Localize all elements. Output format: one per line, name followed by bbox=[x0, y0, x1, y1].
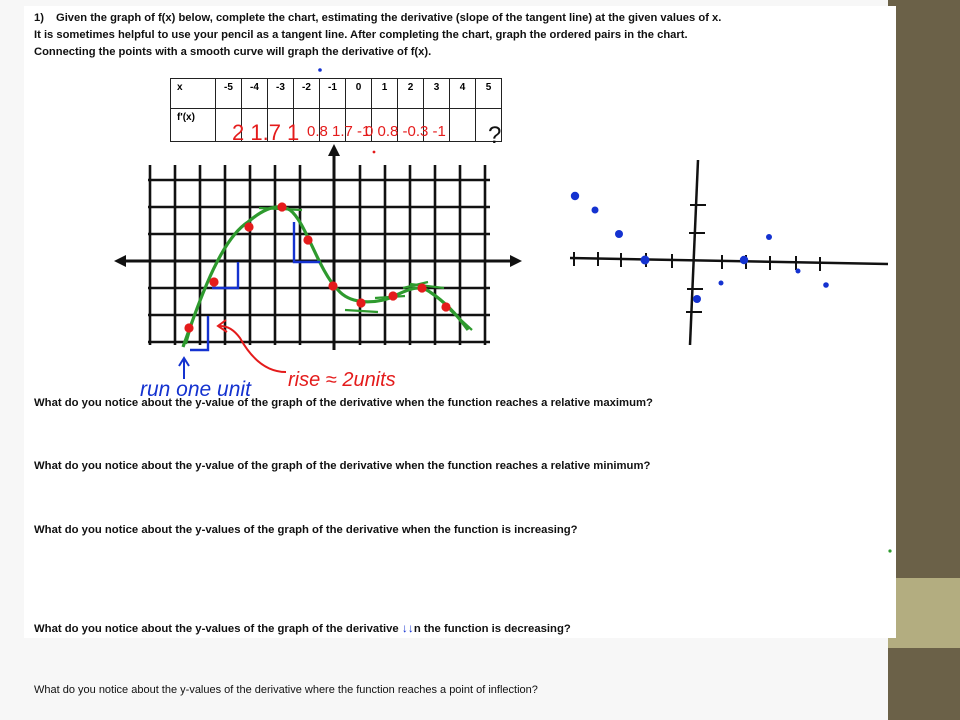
x-cell: -2 bbox=[294, 79, 320, 109]
footer-question-inflection: What do you notice about the y-values of the derivative where the function reaches a point of inflection? bbox=[34, 684, 538, 696]
x-cell: -3 bbox=[268, 79, 294, 109]
derivative-sketch bbox=[570, 160, 892, 553]
graph-axes bbox=[122, 152, 514, 350]
x-cell: 1 bbox=[372, 79, 398, 109]
question-relative-maximum: What do you notice about the y-value of the graph of the derivative when the function reaches a relative maximum? bbox=[34, 397, 653, 409]
derivative-points bbox=[571, 192, 829, 303]
handwritten-question-mark: ? bbox=[488, 122, 502, 149]
x-cell: -4 bbox=[242, 79, 268, 109]
x-cell: 5 bbox=[476, 79, 502, 109]
question-increasing: What do you notice about the y-values of the graph of the derivative when the function is increasing? bbox=[34, 524, 578, 536]
sketch-y-axis bbox=[690, 160, 698, 345]
x-axis-arrow-left bbox=[114, 255, 126, 267]
question-relative-minimum: What do you notice about the y-value of the graph of the derivative when the function reaches a relative minimum? bbox=[34, 460, 651, 472]
x-header: x bbox=[171, 79, 216, 109]
function-graph bbox=[114, 144, 522, 379]
fprime-header: f'(x) bbox=[171, 109, 216, 142]
ink-dot bbox=[373, 151, 376, 154]
x-cell: -1 bbox=[320, 79, 346, 109]
x-axis-arrow-right bbox=[510, 255, 522, 267]
ink-dot bbox=[888, 549, 891, 552]
rise-label: rise ≈ 2units bbox=[288, 369, 396, 391]
x-cell: 2 bbox=[398, 79, 424, 109]
handwritten-answers-blue: 0.8 1.7 -1 bbox=[307, 123, 371, 140]
handwritten-answers-red: 2 1.7 1 bbox=[232, 120, 300, 145]
x-cell: 3 bbox=[424, 79, 450, 109]
x-cell: -5 bbox=[216, 79, 242, 109]
x-cell: 4 bbox=[450, 79, 476, 109]
question-decreasing bbox=[34, 621, 571, 635]
question-decreasing-start: What do you notice about the y-values of the graph of the derivative bbox=[34, 623, 402, 635]
problem-number: 1) bbox=[34, 12, 44, 24]
y-axis-arrow-up bbox=[328, 144, 340, 156]
question-decreasing-end: n the function is decreasing? bbox=[413, 623, 571, 635]
sketch-x-axis bbox=[570, 258, 888, 264]
down-arrows-icon: ↓↓ bbox=[401, 621, 414, 635]
x-cell: 0 bbox=[346, 79, 372, 109]
ink-dot bbox=[318, 68, 322, 72]
problem-text: Given the graph of f(x) below, complete the chart, estimating the derivative (slope of the tangent line) at the given values of x. It is sometimes helpful to use your pencil as a tangent line. After completing the chart, graph the ordered pairs in the chart. Connecting the points with a smooth curve will graph the derivative of f(x). bbox=[34, 12, 722, 58]
run-one-unit-label: run one unit bbox=[140, 378, 251, 401]
handwritten-answers-mixed: 0 0.8 -0.3 -1 bbox=[365, 123, 446, 140]
graph-grid bbox=[148, 165, 490, 345]
